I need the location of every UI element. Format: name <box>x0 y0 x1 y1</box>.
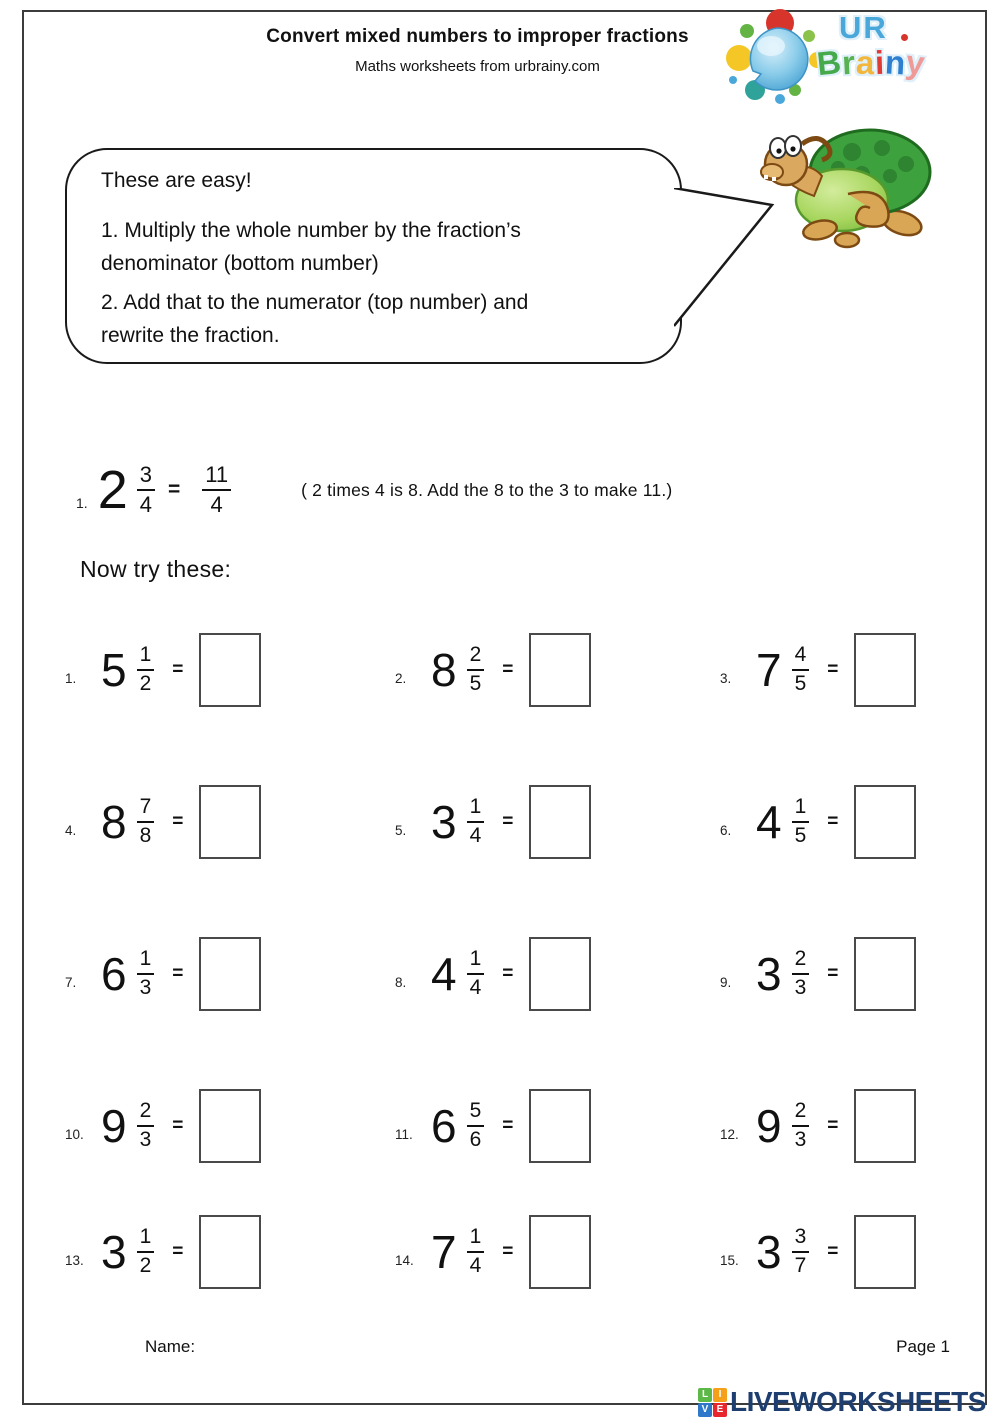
liveworksheets-tile: V <box>698 1403 712 1417</box>
answer-box[interactable] <box>529 1089 591 1163</box>
example-fraction <box>137 462 155 518</box>
answer-box[interactable] <box>854 785 916 859</box>
equals-sign: = <box>502 659 514 680</box>
urbrainy-letter: a <box>855 43 876 82</box>
equals-sign: = <box>172 1241 184 1262</box>
problem-number: 3. <box>720 670 732 686</box>
urbrainy-logo <box>725 8 940 108</box>
urbrainy-letter: n <box>884 43 908 82</box>
fraction-denominator: 4 <box>469 976 482 999</box>
problem-item <box>395 615 720 725</box>
fraction <box>467 1099 485 1153</box>
answer-box[interactable] <box>529 785 591 859</box>
problem-number: 8. <box>395 974 407 990</box>
example-fraction-denominator: 4 <box>139 492 152 517</box>
whole-number: 3 <box>431 796 457 848</box>
fraction-numerator: 1 <box>792 795 810 823</box>
fraction-denominator: 2 <box>139 1254 152 1277</box>
fraction-numerator: 1 <box>467 1225 485 1253</box>
fraction-numerator: 1 <box>137 947 155 975</box>
bubble-step1 <box>101 214 654 280</box>
page-subtitle: Maths worksheets from urbrainy.com <box>355 58 600 75</box>
fraction-denominator: 6 <box>469 1128 482 1151</box>
answer-box[interactable] <box>199 937 261 1011</box>
fraction-denominator: 7 <box>794 1254 807 1277</box>
urbrainy-letter: r <box>840 43 857 82</box>
speech-bubble <box>65 148 682 364</box>
equals-sign: = <box>827 963 839 984</box>
fraction-denominator: 5 <box>469 672 482 695</box>
equals-sign: = <box>172 811 184 832</box>
answer-box[interactable] <box>199 1089 261 1163</box>
bubble-step2 <box>101 286 654 352</box>
fraction-numerator: 4 <box>792 643 810 671</box>
liveworksheets-tiles-icon <box>698 1388 727 1417</box>
example-result-numerator: 11 <box>202 462 231 491</box>
urbrainy-letter: i <box>874 43 886 82</box>
fraction <box>792 643 810 697</box>
liveworksheets-tile: L <box>698 1388 712 1402</box>
problem-number: 13. <box>65 1252 84 1268</box>
problem-item <box>720 1197 945 1307</box>
fraction-numerator: 2 <box>792 1099 810 1127</box>
problem-item <box>720 1071 945 1181</box>
fraction-numerator: 2 <box>792 947 810 975</box>
problem-number: 6. <box>720 822 732 838</box>
equals-sign: = <box>827 1115 839 1136</box>
bubble-step2-line2: rewrite the fraction. <box>101 324 280 347</box>
bubble-step1-line2: denominator (bottom number) <box>101 252 379 275</box>
liveworksheets-tile: I <box>713 1388 727 1402</box>
try-these-prompt: Now try these: <box>80 556 232 582</box>
urbrainy-brainy-text <box>817 44 926 82</box>
equals-sign: = <box>827 1241 839 1262</box>
fraction <box>792 1099 810 1153</box>
example-equals-sign: = <box>167 478 181 501</box>
example-number: 1. <box>76 495 88 511</box>
answer-box[interactable] <box>854 1215 916 1289</box>
fraction <box>137 1225 155 1279</box>
fraction <box>467 795 485 849</box>
answer-box[interactable] <box>529 937 591 1011</box>
whole-number: 9 <box>756 1100 782 1152</box>
equals-sign: = <box>172 1115 184 1136</box>
fraction <box>467 643 485 697</box>
problem-number: 14. <box>395 1252 414 1268</box>
whole-number: 6 <box>431 1100 457 1152</box>
whole-number: 7 <box>756 644 782 696</box>
whole-number: 6 <box>101 948 127 1000</box>
page-number: Page 1 <box>896 1337 950 1356</box>
problem-item <box>720 615 945 725</box>
fraction <box>792 1225 810 1279</box>
page-title: Convert mixed numbers to improper fractions <box>266 26 689 47</box>
answer-box[interactable] <box>854 937 916 1011</box>
fraction <box>137 643 155 697</box>
problem-item <box>395 919 720 1029</box>
problem-number: 1. <box>65 670 77 686</box>
answer-box[interactable] <box>854 633 916 707</box>
turtle-illustration <box>750 120 945 252</box>
fraction-denominator: 4 <box>469 824 482 847</box>
problem-item <box>65 919 395 1029</box>
liveworksheets-tile: E <box>713 1403 727 1417</box>
problem-number: 9. <box>720 974 732 990</box>
equals-sign: = <box>827 659 839 680</box>
fraction-denominator: 4 <box>469 1254 482 1277</box>
answer-box[interactable] <box>854 1089 916 1163</box>
equals-sign: = <box>502 1115 514 1136</box>
fraction-numerator: 1 <box>467 795 485 823</box>
urbrainy-head-icon <box>725 8 830 108</box>
urbrainy-letter: B <box>815 42 844 83</box>
fraction-numerator: 1 <box>137 1225 155 1253</box>
fraction <box>137 795 155 849</box>
fraction-denominator: 2 <box>139 672 152 695</box>
problem-item <box>65 1197 395 1307</box>
equals-sign: = <box>172 659 184 680</box>
problem-number: 15. <box>720 1252 739 1268</box>
fraction <box>137 947 155 1001</box>
problem-number: 5. <box>395 822 407 838</box>
whole-number: 4 <box>756 796 782 848</box>
bubble-intro: These are easy! <box>101 169 252 192</box>
fraction-denominator: 5 <box>794 824 807 847</box>
equals-sign: = <box>502 963 514 984</box>
equals-sign: = <box>827 811 839 832</box>
example-result-denominator: 4 <box>210 492 223 517</box>
problem-item <box>395 767 720 877</box>
problem-item <box>65 615 395 725</box>
whole-number: 7 <box>431 1226 457 1278</box>
example-whole-number: 2 <box>97 460 128 520</box>
speech-bubble-tail <box>674 188 778 330</box>
whole-number: 3 <box>101 1226 127 1278</box>
fraction <box>792 795 810 849</box>
problem-number: 2. <box>395 670 407 686</box>
answer-box[interactable] <box>199 633 261 707</box>
fraction-denominator: 8 <box>139 824 152 847</box>
fraction-numerator: 1 <box>137 643 155 671</box>
fraction-numerator: 2 <box>467 643 485 671</box>
example-fraction-numerator: 3 <box>137 462 155 491</box>
fraction-numerator: 5 <box>467 1099 485 1127</box>
problem-number: 10. <box>65 1126 84 1142</box>
problem-item <box>395 1197 720 1307</box>
whole-number: 8 <box>431 644 457 696</box>
example-explanation: ( 2 times 4 is 8. Add the 8 to the 3 to make 11.) <box>301 479 673 500</box>
answer-box[interactable] <box>199 1215 261 1289</box>
whole-number: 4 <box>431 948 457 1000</box>
problem-item <box>65 767 395 877</box>
answer-box[interactable] <box>199 785 261 859</box>
urbrainy-letter: y <box>904 42 928 83</box>
example-result-fraction <box>202 462 231 518</box>
worked-example <box>76 440 672 540</box>
whole-number: 3 <box>756 948 782 1000</box>
urbrainy-ur-text: UR <box>839 10 888 45</box>
liveworksheets-logo <box>698 1386 986 1418</box>
answer-box[interactable] <box>529 633 591 707</box>
fraction-denominator: 3 <box>794 1128 807 1151</box>
problem-item <box>395 1071 720 1181</box>
equals-sign: = <box>502 1241 514 1262</box>
fraction-denominator: 3 <box>139 1128 152 1151</box>
equals-sign: = <box>172 963 184 984</box>
problems-grid <box>65 615 945 1337</box>
bubble-step2-line1: 2. Add that to the numerator (top number) and <box>101 291 529 314</box>
problem-item <box>720 919 945 1029</box>
fraction <box>467 947 485 1001</box>
whole-number: 8 <box>101 796 127 848</box>
whole-number: 9 <box>101 1100 127 1152</box>
fraction-numerator: 7 <box>137 795 155 823</box>
bubble-step1-line1: 1. Multiply the whole number by the fraction’s <box>101 219 521 242</box>
problem-number: 4. <box>65 822 77 838</box>
whole-number: 3 <box>756 1226 782 1278</box>
fraction-denominator: 5 <box>794 672 807 695</box>
fraction-denominator: 3 <box>794 976 807 999</box>
fraction <box>467 1225 485 1279</box>
problem-item <box>65 1071 395 1181</box>
urbrainy-dot <box>901 34 908 41</box>
fraction-numerator: 2 <box>137 1099 155 1127</box>
fraction-numerator: 1 <box>467 947 485 975</box>
equals-sign: = <box>502 811 514 832</box>
problem-number: 12. <box>720 1126 739 1142</box>
fraction <box>792 947 810 1001</box>
answer-box[interactable] <box>529 1215 591 1289</box>
name-label: Name: <box>145 1337 196 1356</box>
whole-number: 5 <box>101 644 127 696</box>
problem-number: 11. <box>395 1126 413 1142</box>
fraction-numerator: 3 <box>792 1225 810 1253</box>
fraction-denominator: 3 <box>139 976 152 999</box>
liveworksheets-wordmark: LIVEWORKSHEETS <box>730 1386 986 1417</box>
problem-number: 7. <box>65 974 77 990</box>
problem-item <box>720 767 945 877</box>
fraction <box>137 1099 155 1153</box>
